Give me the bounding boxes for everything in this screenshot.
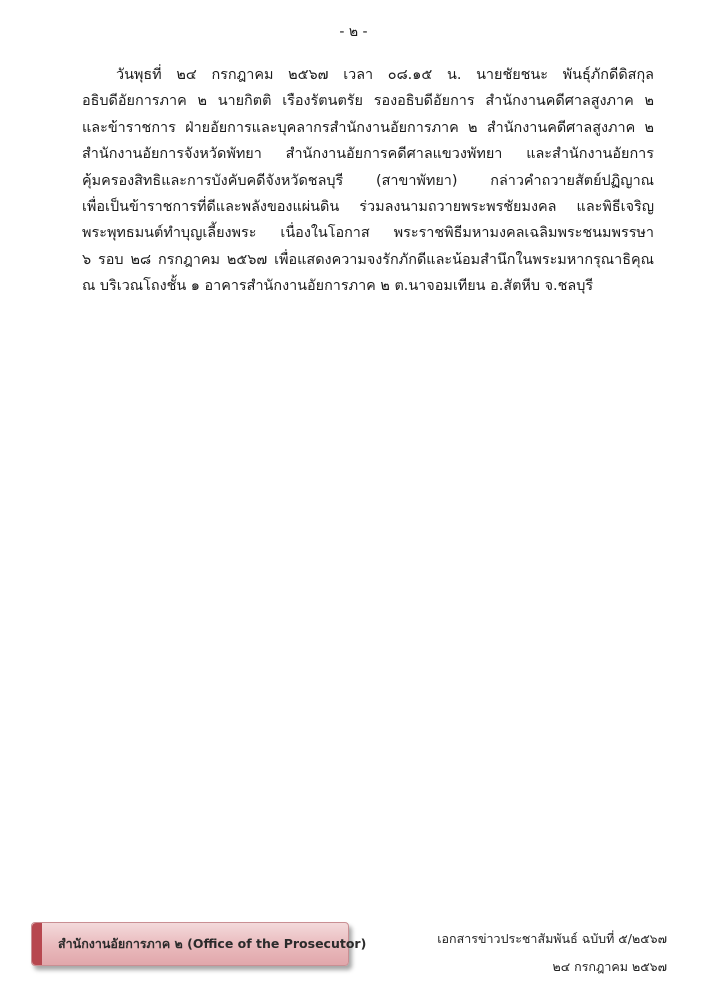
body-line: เพื่อเป็นข้าราชการที่ดีและพลังของแผ่นดิน ร่วมลงนามถวายพระพรชัยมงคล และพิธีเจริญ	[82, 199, 654, 216]
office-banner	[31, 922, 367, 966]
body-line: พระพุทธมนต์ทำบุญเลี้ยงพระ เนื่องในโอกาส พระราชพิธีมหามงคลเฉลิมพระชนมพรรษา	[82, 225, 654, 242]
body-line: สำนักงานอัยการจังหวัดพัทยา สำนักงานอัยการคดีศาลแขวงพัทยา และสำนักงานอัยการ	[82, 146, 654, 163]
banner-accent-stripe	[32, 923, 42, 965]
document-reference: เอกสารข่าวประชาสัมพันธ์ ฉบับที่ ๕/๒๕๖๗	[437, 931, 667, 946]
office-banner-label: สำนักงานอัยการภาค ๒ (Office of the Prosecutor)	[58, 936, 367, 951]
document-info	[437, 925, 667, 981]
document-date: ๒๔ กรกฎาคม ๒๕๖๗	[552, 959, 667, 974]
news-body-paragraph	[82, 62, 654, 300]
body-line: และข้าราชการ ฝ่ายอัยการและบุคลากรสำนักงานอัยการภาค ๒ สำนักงานคดีศาลสูงภาค ๒	[82, 119, 654, 136]
body-line: วันพุธที่ ๒๔ กรกฎาคม ๒๕๖๗ เวลา ๐๘.๑๕ น. นายชัยชนะ พันธุ์ภักดีดิสกุล	[116, 67, 654, 83]
body-line: ๖ รอบ ๒๘ กรกฎาคม ๒๕๖๗ เพื่อแสดงความจงรักภักดีและน้อมสำนึกในพระมหากรุณาธิคุณ	[82, 251, 654, 268]
body-line: คุ้มครองสิทธิและการบังคับคดีจังหวัดชลบุรี (สาขาพัทยา) กล่าวคำถวายสัตย์ปฏิญาณ	[82, 172, 654, 189]
body-line: อธิบดีอัยการภาค ๒ นายกิตติ เรืองรัตนตรัย รองอธิบดีอัยการ สำนักงานคดีศาลสูงภาค ๒	[82, 93, 654, 110]
page-number: - ๒ -	[339, 24, 368, 40]
body-line: ณ บริเวณโถงชั้น ๑ อาคารสำนักงานอัยการภาค ๒ ต.นาจอมเทียน อ.สัตหีบ จ.ชลบุรี	[82, 278, 594, 295]
